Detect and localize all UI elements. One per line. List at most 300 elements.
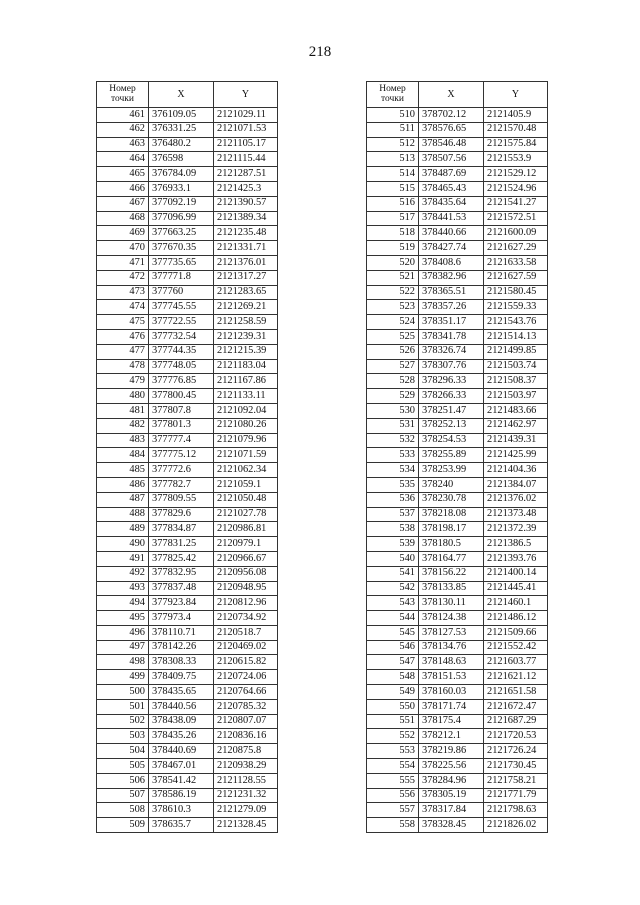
y-cell: 2121079.96	[214, 433, 278, 448]
x-cell: 378171.74	[419, 699, 484, 714]
table-row	[367, 759, 548, 774]
table-row	[97, 611, 278, 626]
y-cell: 2120734.92	[214, 611, 278, 626]
x-cell: 378219.86	[419, 744, 484, 759]
point-number-cell: 512	[367, 137, 419, 152]
x-cell: 377825.42	[149, 551, 214, 566]
y-cell: 2121269.21	[214, 300, 278, 315]
y-cell: 2120836.16	[214, 729, 278, 744]
x-cell: 377760	[149, 285, 214, 300]
y-cell: 2120807.07	[214, 714, 278, 729]
table-row	[367, 566, 548, 581]
table-row	[97, 285, 278, 300]
table-row	[367, 167, 548, 182]
y-cell: 2121376.01	[214, 255, 278, 270]
point-number-cell: 555	[367, 773, 419, 788]
table-row	[367, 315, 548, 330]
x-cell: 377722.55	[149, 315, 214, 330]
y-cell: 2120469.02	[214, 640, 278, 655]
table-row	[367, 477, 548, 492]
x-cell: 377744.35	[149, 344, 214, 359]
header-point-number	[367, 82, 419, 108]
point-number-cell: 527	[367, 359, 419, 374]
x-cell: 378438.09	[149, 714, 214, 729]
x-cell: 377809.55	[149, 492, 214, 507]
x-cell: 377772.6	[149, 463, 214, 478]
x-cell: 376331.25	[149, 122, 214, 137]
table-row	[97, 566, 278, 581]
table-body-left	[97, 108, 278, 833]
y-cell: 2121389.34	[214, 211, 278, 226]
y-cell: 2121029.11	[214, 108, 278, 123]
y-cell: 2121183.04	[214, 359, 278, 374]
table-row	[97, 137, 278, 152]
table-row	[97, 818, 278, 833]
x-cell: 377748.05	[149, 359, 214, 374]
table-row	[367, 685, 548, 700]
table-row	[367, 285, 548, 300]
point-number-cell: 475	[97, 315, 149, 330]
point-number-cell: 480	[97, 389, 149, 404]
x-cell: 378440.66	[419, 226, 484, 241]
y-cell: 2121071.53	[214, 122, 278, 137]
table-row	[97, 581, 278, 596]
x-cell: 378175.4	[419, 714, 484, 729]
y-cell: 2120979.1	[214, 537, 278, 552]
x-cell: 378156.22	[419, 566, 484, 581]
x-cell: 377735.65	[149, 255, 214, 270]
y-cell: 2121317.27	[214, 270, 278, 285]
point-number-cell: 461	[97, 108, 149, 123]
point-number-cell: 472	[97, 270, 149, 285]
point-number-cell: 514	[367, 167, 419, 182]
table-row	[367, 773, 548, 788]
point-number-cell: 556	[367, 788, 419, 803]
point-number-cell: 495	[97, 611, 149, 626]
x-cell: 377782.7	[149, 477, 214, 492]
y-cell: 2121386.5	[484, 537, 548, 552]
y-cell: 2121570.48	[484, 122, 548, 137]
point-number-cell: 498	[97, 655, 149, 670]
point-number-cell: 509	[97, 818, 149, 833]
point-number-cell: 543	[367, 596, 419, 611]
point-number-cell: 511	[367, 122, 419, 137]
y-cell: 2121559.33	[484, 300, 548, 315]
y-cell: 2121826.02	[484, 818, 548, 833]
x-cell: 377801.3	[149, 418, 214, 433]
x-cell: 378134.76	[419, 640, 484, 655]
y-cell: 2121235.48	[214, 226, 278, 241]
x-cell: 378317.84	[419, 803, 484, 818]
y-cell: 2121062.34	[214, 463, 278, 478]
x-cell: 376784.09	[149, 167, 214, 182]
table-row	[367, 670, 548, 685]
table-row	[367, 137, 548, 152]
x-cell: 378467.01	[149, 759, 214, 774]
coordinates-table-left	[96, 81, 278, 833]
point-number-cell: 519	[367, 241, 419, 256]
table-row	[367, 226, 548, 241]
point-number-cell: 533	[367, 448, 419, 463]
point-number-cell: 479	[97, 374, 149, 389]
x-cell: 377096.99	[149, 211, 214, 226]
table-row	[97, 788, 278, 803]
x-cell: 376598	[149, 152, 214, 167]
point-number-cell: 470	[97, 241, 149, 256]
x-cell: 377775.12	[149, 448, 214, 463]
table-row	[97, 551, 278, 566]
header-point-number-line2: точки	[380, 93, 404, 104]
point-number-cell: 522	[367, 285, 419, 300]
y-cell: 2121071.59	[214, 448, 278, 463]
table-row	[97, 463, 278, 478]
x-cell: 378610.3	[149, 803, 214, 818]
y-cell: 2121627.29	[484, 241, 548, 256]
point-number-cell: 534	[367, 463, 419, 478]
x-cell: 378326.74	[419, 344, 484, 359]
table-row	[367, 463, 548, 478]
x-cell: 378133.85	[419, 581, 484, 596]
table-row	[97, 537, 278, 552]
y-cell: 2121687.29	[484, 714, 548, 729]
y-cell: 2120785.32	[214, 699, 278, 714]
x-cell: 378702.12	[419, 108, 484, 123]
x-cell: 378441.53	[419, 211, 484, 226]
table-row	[97, 418, 278, 433]
table-row	[367, 611, 548, 626]
table-row	[97, 300, 278, 315]
table-row	[97, 685, 278, 700]
table-row	[367, 403, 548, 418]
x-cell: 377663.25	[149, 226, 214, 241]
table-row	[97, 122, 278, 137]
x-cell: 377834.87	[149, 522, 214, 537]
y-cell: 2121603.77	[484, 655, 548, 670]
x-cell: 378305.19	[419, 788, 484, 803]
y-cell: 2121798.63	[484, 803, 548, 818]
table-row	[367, 389, 548, 404]
table-row	[367, 551, 548, 566]
x-cell: 377745.55	[149, 300, 214, 315]
table-row	[367, 196, 548, 211]
table-header	[367, 82, 548, 108]
y-cell: 2120518.7	[214, 625, 278, 640]
x-cell: 378357.26	[419, 300, 484, 315]
point-number-cell: 506	[97, 773, 149, 788]
table-row	[97, 181, 278, 196]
point-number-cell: 503	[97, 729, 149, 744]
y-cell: 2121633.58	[484, 255, 548, 270]
y-cell: 2121503.97	[484, 389, 548, 404]
table-row	[97, 359, 278, 374]
point-number-cell: 544	[367, 611, 419, 626]
x-cell: 378507.56	[419, 152, 484, 167]
y-cell: 2121239.31	[214, 329, 278, 344]
point-number-cell: 513	[367, 152, 419, 167]
table-row	[97, 270, 278, 285]
y-cell: 2121287.51	[214, 167, 278, 182]
y-cell: 2121105.17	[214, 137, 278, 152]
y-cell: 2121425.99	[484, 448, 548, 463]
table-row	[97, 477, 278, 492]
table-row	[97, 389, 278, 404]
table-row	[367, 359, 548, 374]
table-row	[367, 108, 548, 123]
point-number-cell: 526	[367, 344, 419, 359]
x-cell: 378409.75	[149, 670, 214, 685]
table-row	[367, 699, 548, 714]
y-cell: 2121651.58	[484, 685, 548, 700]
x-cell: 378284.96	[419, 773, 484, 788]
x-cell: 377831.25	[149, 537, 214, 552]
point-number-cell: 468	[97, 211, 149, 226]
point-number-cell: 545	[367, 625, 419, 640]
point-number-cell: 494	[97, 596, 149, 611]
point-number-cell: 469	[97, 226, 149, 241]
point-number-cell: 487	[97, 492, 149, 507]
x-cell: 377807.8	[149, 403, 214, 418]
y-cell: 2120875.8	[214, 744, 278, 759]
y-cell: 2121524.96	[484, 181, 548, 196]
table-row	[367, 344, 548, 359]
x-cell: 378427.74	[419, 241, 484, 256]
table-row	[367, 211, 548, 226]
y-cell: 2121486.12	[484, 611, 548, 626]
header-point-number-line1: Номер	[109, 83, 136, 94]
y-cell: 2120956.08	[214, 566, 278, 581]
x-cell: 378576.65	[419, 122, 484, 137]
table-row	[367, 522, 548, 537]
table-row	[367, 122, 548, 137]
point-number-cell: 476	[97, 329, 149, 344]
point-number-cell: 484	[97, 448, 149, 463]
x-cell: 378635.7	[149, 818, 214, 833]
point-number-cell: 516	[367, 196, 419, 211]
header-y: Y	[214, 82, 278, 108]
point-number-cell: 517	[367, 211, 419, 226]
point-number-cell: 463	[97, 137, 149, 152]
point-number-cell: 529	[367, 389, 419, 404]
point-number-cell: 518	[367, 226, 419, 241]
x-cell: 378130.11	[419, 596, 484, 611]
x-cell: 377832.95	[149, 566, 214, 581]
x-cell: 376933.1	[149, 181, 214, 196]
point-number-cell: 557	[367, 803, 419, 818]
y-cell: 2121050.48	[214, 492, 278, 507]
point-number-cell: 554	[367, 759, 419, 774]
point-number-cell: 478	[97, 359, 149, 374]
y-cell: 2121553.9	[484, 152, 548, 167]
table-row	[367, 640, 548, 655]
x-cell: 378465.43	[419, 181, 484, 196]
x-cell: 377923.84	[149, 596, 214, 611]
x-cell: 377837.48	[149, 581, 214, 596]
table-row	[367, 581, 548, 596]
y-cell: 2121384.07	[484, 477, 548, 492]
table-row	[367, 537, 548, 552]
x-cell: 378440.56	[149, 699, 214, 714]
point-number-cell: 539	[367, 537, 419, 552]
table-row	[367, 625, 548, 640]
table-row	[367, 255, 548, 270]
point-number-cell: 464	[97, 152, 149, 167]
table-row	[97, 241, 278, 256]
x-cell: 378435.26	[149, 729, 214, 744]
table-row	[97, 803, 278, 818]
y-cell: 2120615.82	[214, 655, 278, 670]
y-cell: 2121393.76	[484, 551, 548, 566]
table-row	[367, 329, 548, 344]
point-number-cell: 465	[97, 167, 149, 182]
table-header	[97, 82, 278, 108]
y-cell: 2121462.97	[484, 418, 548, 433]
table-row	[367, 418, 548, 433]
y-cell: 2120764.66	[214, 685, 278, 700]
x-cell: 377973.4	[149, 611, 214, 626]
y-cell: 2121572.51	[484, 211, 548, 226]
table-row	[367, 507, 548, 522]
y-cell: 2121133.11	[214, 389, 278, 404]
x-cell: 378546.48	[419, 137, 484, 152]
table-row	[97, 433, 278, 448]
point-number-cell: 485	[97, 463, 149, 478]
y-cell: 2120966.67	[214, 551, 278, 566]
x-cell: 378251.47	[419, 403, 484, 418]
table-row	[97, 255, 278, 270]
y-cell: 2121080.26	[214, 418, 278, 433]
table-row	[97, 329, 278, 344]
point-number-cell: 493	[97, 581, 149, 596]
point-number-cell: 552	[367, 729, 419, 744]
x-cell: 378124.38	[419, 611, 484, 626]
y-cell: 2121405.9	[484, 108, 548, 123]
y-cell: 2121600.09	[484, 226, 548, 241]
y-cell: 2121258.59	[214, 315, 278, 330]
y-cell: 2121580.45	[484, 285, 548, 300]
table-row	[97, 344, 278, 359]
table-row	[367, 241, 548, 256]
page-number: 218	[308, 44, 332, 60]
x-cell: 378225.56	[419, 759, 484, 774]
y-cell: 2121390.57	[214, 196, 278, 211]
table-row	[367, 152, 548, 167]
x-cell: 378230.78	[419, 492, 484, 507]
y-cell: 2121439.31	[484, 433, 548, 448]
table-row	[97, 226, 278, 241]
table-row	[97, 167, 278, 182]
x-cell: 378198.17	[419, 522, 484, 537]
y-cell: 2121328.45	[214, 818, 278, 833]
x-cell: 378328.45	[419, 818, 484, 833]
point-number-cell: 521	[367, 270, 419, 285]
y-cell: 2121541.27	[484, 196, 548, 211]
point-number-cell: 481	[97, 403, 149, 418]
y-cell: 2121372.39	[484, 522, 548, 537]
table-row	[97, 315, 278, 330]
y-cell: 2120812.96	[214, 596, 278, 611]
x-cell: 378240	[419, 477, 484, 492]
table-row	[97, 699, 278, 714]
y-cell: 2121552.42	[484, 640, 548, 655]
y-cell: 2121726.24	[484, 744, 548, 759]
point-number-cell: 532	[367, 433, 419, 448]
point-number-cell: 553	[367, 744, 419, 759]
table-row	[367, 374, 548, 389]
x-cell: 378435.65	[149, 685, 214, 700]
x-cell: 378440.69	[149, 744, 214, 759]
y-cell: 2121283.65	[214, 285, 278, 300]
y-cell: 2120938.29	[214, 759, 278, 774]
y-cell: 2121400.14	[484, 566, 548, 581]
point-number-cell: 548	[367, 670, 419, 685]
y-cell: 2121730.45	[484, 759, 548, 774]
header-x: X	[419, 82, 484, 108]
point-number-cell: 546	[367, 640, 419, 655]
point-number-cell: 482	[97, 418, 149, 433]
x-cell: 378408.6	[419, 255, 484, 270]
x-cell: 378252.13	[419, 418, 484, 433]
table-row	[97, 448, 278, 463]
y-cell: 2121508.37	[484, 374, 548, 389]
y-cell: 2121115.44	[214, 152, 278, 167]
point-number-cell: 507	[97, 788, 149, 803]
point-number-cell: 500	[97, 685, 149, 700]
point-number-cell: 489	[97, 522, 149, 537]
point-number-cell: 502	[97, 714, 149, 729]
table-row	[367, 744, 548, 759]
point-number-cell: 492	[97, 566, 149, 581]
point-number-cell: 496	[97, 625, 149, 640]
point-number-cell: 538	[367, 522, 419, 537]
table-row	[97, 108, 278, 123]
point-number-cell: 490	[97, 537, 149, 552]
point-number-cell: 541	[367, 566, 419, 581]
table-row	[97, 522, 278, 537]
x-cell: 378127.53	[419, 625, 484, 640]
y-cell: 2120948.95	[214, 581, 278, 596]
point-number-cell: 525	[367, 329, 419, 344]
point-number-cell: 520	[367, 255, 419, 270]
point-number-cell: 473	[97, 285, 149, 300]
y-cell: 2121621.12	[484, 670, 548, 685]
y-cell: 2121483.66	[484, 403, 548, 418]
y-cell: 2121128.55	[214, 773, 278, 788]
x-cell: 376109.05	[149, 108, 214, 123]
table-row	[367, 729, 548, 744]
y-cell: 2121514.13	[484, 329, 548, 344]
y-cell: 2121460.1	[484, 596, 548, 611]
x-cell: 378160.03	[419, 685, 484, 700]
table-row	[367, 803, 548, 818]
point-number-cell: 504	[97, 744, 149, 759]
y-cell: 2121720.53	[484, 729, 548, 744]
x-cell: 377776.85	[149, 374, 214, 389]
y-cell: 2121543.76	[484, 315, 548, 330]
point-number-cell: 488	[97, 507, 149, 522]
x-cell: 378296.33	[419, 374, 484, 389]
table-row	[97, 773, 278, 788]
point-number-cell: 501	[97, 699, 149, 714]
y-cell: 2121215.39	[214, 344, 278, 359]
x-cell: 378148.63	[419, 655, 484, 670]
point-number-cell: 466	[97, 181, 149, 196]
table-row	[97, 403, 278, 418]
point-number-cell: 524	[367, 315, 419, 330]
x-cell: 378212.1	[419, 729, 484, 744]
x-cell: 378382.96	[419, 270, 484, 285]
point-number-cell: 515	[367, 181, 419, 196]
x-cell: 378218.08	[419, 507, 484, 522]
